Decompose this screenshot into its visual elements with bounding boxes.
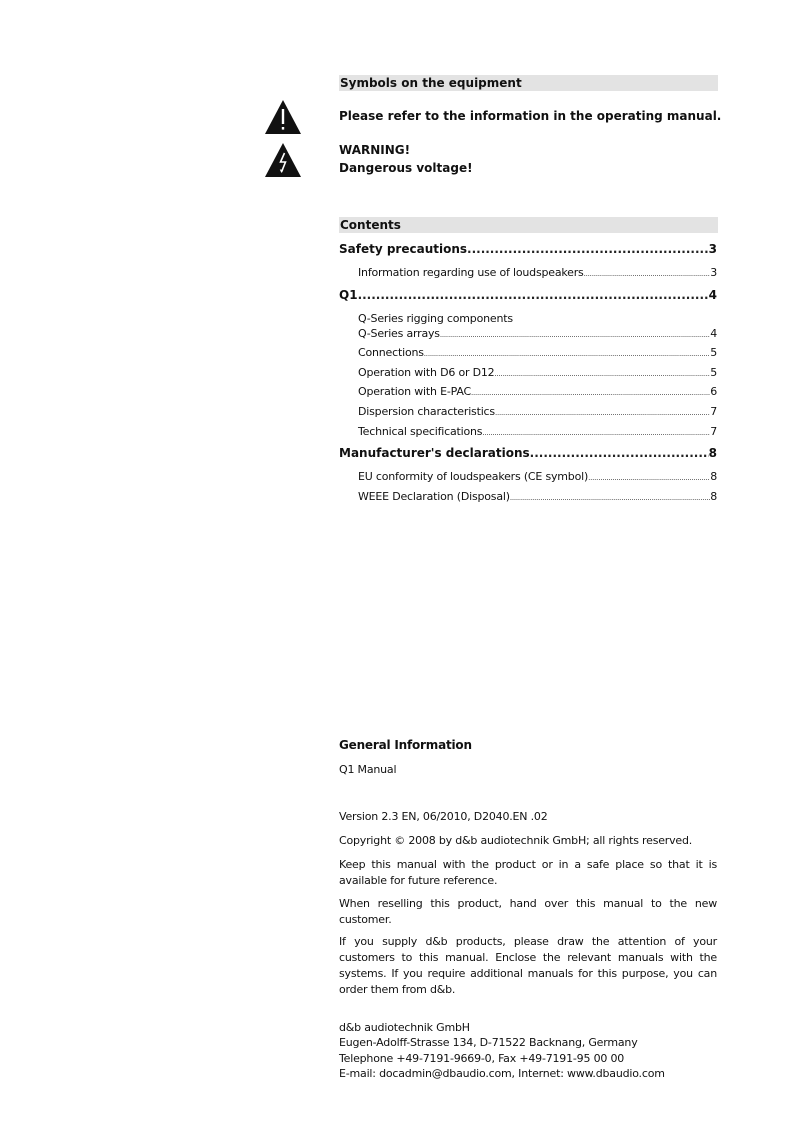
exclamation-triangle-icon xyxy=(265,100,301,134)
toc-entry-loudspeaker-information[interactable]: Information regarding use of loudspeakers ..... 3 xyxy=(358,266,717,279)
version-line: Version 2.3 EN, 06/2010, D2040.EN .02 xyxy=(339,810,548,823)
toc-entry-manufacturers-declarations[interactable]: Manufacturer's declarations ..... 8 xyxy=(339,446,717,460)
toc-entry-technical-specifications[interactable]: Technical specifications ..... 7 xyxy=(358,425,717,438)
symbol-warning-voltage: Dangerous voltage! xyxy=(339,161,473,175)
company-address: Eugen-Adolff-Strasse 134, D-71522 Backnang, Germany xyxy=(339,1036,638,1049)
lightning-triangle-icon xyxy=(265,143,301,177)
manual-title: Q1 Manual xyxy=(339,763,397,776)
toc-leader xyxy=(584,270,711,278)
contents-heading: Contents xyxy=(339,217,718,233)
general-information-heading: General Information xyxy=(339,738,472,752)
toc-leader xyxy=(358,288,709,302)
keep-manual-paragraph: Keep this manual with the product or in a safe place so that it is available for future reference. xyxy=(339,858,717,887)
toc-entry-dispersion[interactable]: Dispersion characteristics ..... 7 xyxy=(358,405,717,418)
symbol-note-manual: Please refer to the information in the operating manual. xyxy=(339,109,722,123)
toc-leader xyxy=(440,331,710,339)
toc-entry-operation-d6-d12[interactable]: Operation with D6 or D12 ..... 5 xyxy=(358,366,717,379)
toc-leader xyxy=(510,494,710,502)
toc-leader xyxy=(482,429,710,437)
toc-leader xyxy=(467,242,709,256)
toc-entry-q-series-arrays[interactable]: Q-Series arrays ..... 4 xyxy=(358,327,717,340)
toc-leader xyxy=(495,409,710,417)
symbol-warning-title: WARNING! xyxy=(339,143,411,157)
company-name: d&b audiotechnik GmbH xyxy=(339,1021,470,1034)
toc-leader xyxy=(494,370,710,378)
toc-entry-safety-precautions[interactable]: Safety precautions ..... 3 xyxy=(339,242,717,256)
table-of-contents xyxy=(339,240,717,510)
toc-leader xyxy=(588,474,710,482)
toc-entry-eu-conformity[interactable]: EU conformity of loudspeakers (CE symbol) ..... 8 xyxy=(358,470,717,483)
reselling-paragraph: When reselling this product, hand over this manual to the new customer. xyxy=(339,897,717,926)
company-phone: Telephone +49-7191-9669-0, Fax +49-7191-95 00 00 xyxy=(339,1052,625,1065)
toc-entry-connections[interactable]: Connections ..... 5 xyxy=(358,346,717,359)
company-contact: E-mail: docadmin@dbaudio.com, Internet: www.dbaudio.com xyxy=(339,1067,665,1080)
toc-leader xyxy=(424,350,710,358)
supply-paragraph: If you supply d&b products, please draw the attention of your customers to this manual. Enclose the relevant manuals with the systems. If you require additional manuals for this purpose, you can order them from d&b. xyxy=(339,935,717,996)
symbols-heading: Symbols on the equipment xyxy=(339,75,718,91)
toc-entry-rigging-components[interactable]: Q-Series rigging components xyxy=(358,312,513,325)
toc-leader xyxy=(530,446,709,460)
toc-entry-operation-e-pac[interactable]: Operation with E-PAC ..... 6 xyxy=(358,385,717,398)
toc-leader xyxy=(471,389,710,397)
toc-entry-weee-declaration[interactable]: WEEE Declaration (Disposal) ..... 8 xyxy=(358,490,717,503)
copyright-line: Copyright © 2008 by d&b audiotechnik GmbH; all rights reserved. xyxy=(339,834,693,847)
toc-entry-q1[interactable]: Q1 ..... 4 xyxy=(339,288,717,302)
